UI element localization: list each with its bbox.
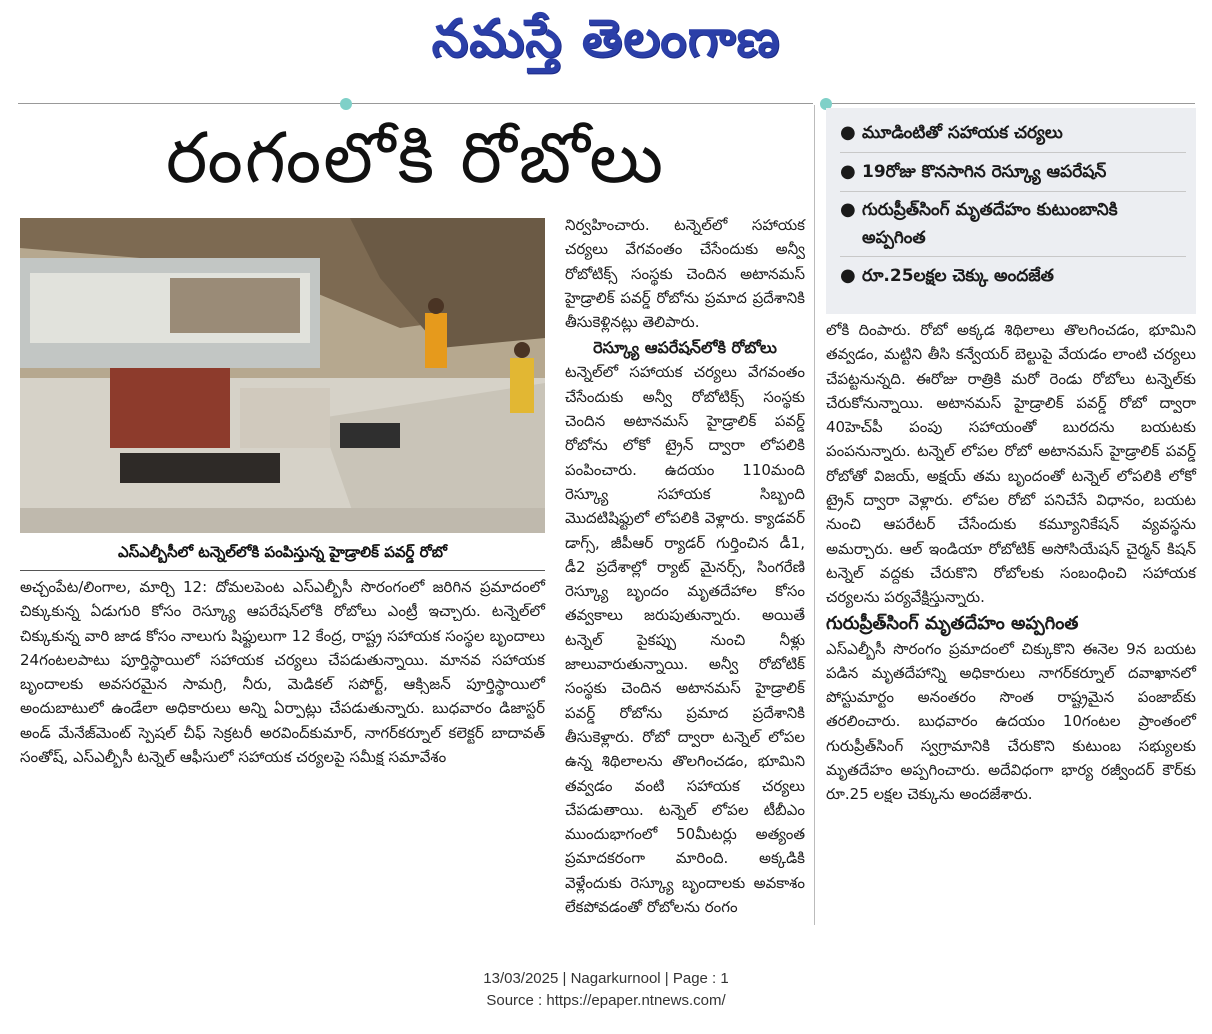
article-column-1 bbox=[20, 575, 545, 769]
article-paragraph: టన్నెల్‌లో సహాయక చర్యలు వేగవంతం చేసేందుకు అన్వీ రోబోటిక్స్ సంస్థకు చెందిన అటానమస్ హైడ్రాలిక్ పవర్డ్ రోబోను లోకో ట్రైన్ ద్వారా లోపలికి పంపించారు. ఉదయం 110మంది రెస్క్యూ సహాయక సిబ్బంది మొదటిషిఫ్టులో లోపలికి వెళ్లారు. క్యాడవర్ డాగ్స్, జీపీఆర్ ర్యాడర్ గుర్తించిన డీ1, డీ2 ప్రదేశాల్లో ర్యాట్ మైనర్స్, సింగరేణి రెస్క్యూ బృందం మృతదేహాల కోసం తవ్వకాలు జరుపుతున్నారు. అయితే టన్నెల్ పైకప్పు నుంచి నీళ్లు జాలువారుతున్నాయి. అన్వీ రోబోటిక్ సంస్థకు చెందిన అటానమస్ హైడ్రాలిక్ పవర్డ్ రోబోను ప్రమాద ప్రదేశానికి తీసుకెళ్లారు. రోబో ద్వారా టన్నెల్ లోపల ఉన్న శిథిలాలను తొలగించడం, భూమిని తవ్వడం వంటి సహాయక చర్యలు చేపడుతాయి. టన్నెల్ లోపల టీబీఎం ముందుభాగంలో 50మీటర్లు అత్యంత ప్రమాదకరంగా మారింది. అక్కడికి వెళ్లేందుకు రెస్క్యూ బృందాలకు అవకాశం లేకపోవడంతో రోబోలను రంగం bbox=[565, 363, 805, 917]
masthead bbox=[0, 0, 1212, 90]
article-photo bbox=[20, 218, 545, 533]
article-subheading: గురుప్రీత్‌సింగ్ మృతదేహం అప్పగింత bbox=[826, 612, 1079, 634]
footer-source-line: Source : https://epaper.ntnews.com/ bbox=[486, 992, 726, 1009]
bullet-icon: ● bbox=[840, 122, 856, 143]
top-rule bbox=[18, 103, 813, 104]
photo-caption: ఎస్ఎల్బీసీలో టన్నెల్‌లోకి పంపిస్తున్న హైడ్రాలిక్ పవర్డ్ రోబో bbox=[118, 543, 447, 561]
highlight-text: గురుప్రీత్‌సింగ్ మృతదేహం కుటుంబానికి అప్పగింత bbox=[862, 200, 1118, 248]
masthead-title: నమస్తే తెలంగాణ bbox=[431, 8, 781, 69]
article-column-2 bbox=[565, 213, 805, 919]
page-footer bbox=[0, 968, 1212, 1012]
article-subheading: రెస్క్యూ ఆపరేషన్‌లోకి రోబోలు bbox=[593, 338, 777, 358]
bullet-icon: ● bbox=[840, 265, 856, 286]
article-column-3 bbox=[826, 318, 1196, 807]
highlight-text: రూ.25లక్షల చెక్కు అందజేత bbox=[862, 266, 1054, 286]
highlight-item bbox=[840, 153, 1186, 192]
decorative-dot bbox=[340, 98, 352, 110]
highlights-box bbox=[826, 108, 1196, 314]
article-headline: రంగంలోకి రోబోలు bbox=[165, 117, 666, 199]
bullet-icon: ● bbox=[840, 161, 856, 182]
highlight-item bbox=[840, 192, 1186, 257]
article-paragraph: ఎస్ఎల్బీసీ సొరంగం ప్రమాదంలో చిక్కుకొని ఈనెల 9న బయట పడిన మృతదేహాన్ని అధికారులు నాగర్‌కర్నూల్ దవాఖానలో పోస్టుమార్టం అనంతరం సొంత రాష్ట్రమైన పంజాబ్‌కు తరలించారు. బుధవారం ఉదయం 10గంటల ప్రాంతంలో గురుప్రీత్‌సింగ్ స్వగ్రామానికి చేరుకొని కుటుంబ సభ్యులకు మృతదేహం అప్పగించారు. అదేవిధంగా భార్య రజ్వీందర్ కౌర్‌కు రూ.25 లక్షల చెక్కును అందజేశారు. bbox=[826, 639, 1196, 804]
article-paragraph: లోకి దింపారు. రోబో అక్కడ శిథిలాలు తొలగించడం, భూమిని తవ్వడం, మట్టిని తీసి కన్వేయర్ బెల్టుపై వేయడం లాంటి చర్యలు చేపట్టనున్నది. ఈరోజు రాత్రికి మరో రెండు రోబోలు టన్నెల్‌కు చేరుకోనున్నాయి. అటానమస్ హైడ్రాలిక్ పవర్డ్ రోబో ద్వారా 40హెచ్‌పీ పంపు సహాయంతో బురదను బయటకు పంపనున్నారు. టన్నెల్ లోపల రోబో అటానమస్ హైడ్రాలిక్ పవర్డ్ రోబోతో విజయ్, అక్షయ్ తమ బృందంతో టన్నెల్ లోపలికి లోకో ట్రైన్ ద్వారా వెళ్లారు. లోపల రోబో పనిచేసే విధానం, బయట నుంచి ఆపరేటర్ చేసేందుకు కమ్యూనికేషన్ వ్యవస్థను అమర్చారు. ఆల్ ఇండియా రోబోటిక్ అసోసియేషన్ చైర్మన్ కిషన్ టన్నెల్ వద్దకు చేరుకొని రోబోలకు సంబంధించి సహాయక చర్యలను పర్యవేక్షిస్తున్నారు. bbox=[826, 321, 1196, 607]
highlight-text: 19రోజు కొనసాగిన రెస్క్యూ ఆపరేషన్ bbox=[862, 162, 1107, 182]
footer-date-line: 13/03/2025 | Nagarkurnool | Page : 1 bbox=[483, 970, 729, 987]
highlight-text: మూడింటితో సహాయక చర్యలు bbox=[862, 123, 1063, 143]
bullet-icon: ● bbox=[840, 199, 856, 220]
highlight-item bbox=[840, 114, 1186, 153]
column-divider bbox=[814, 105, 815, 925]
tunnel-robot-photo bbox=[20, 218, 545, 533]
article-paragraph: అచ్చంపేట/లింగాల, మార్చి 12: దోమలపెంట ఎస్ఎల్బీసీ సొరంగంలో జరిగిన ప్రమాదంలో చిక్కుకున్న ఏడుగురి కోసం రెస్క్యూ ఆపరేషన్‌లోకి రోబోలు ఎంట్రీ ఇచ్చారు. టన్నెల్‌లో చిక్కుకున్న వారి జాడ కోసం నాలుగు షిఫ్టులుగా 12 కేంద్ర, రాష్ట్ర సహాయక సంస్థల బృందాలు 24గంటలపాటు పూర్తిస్థాయిలో సహాయక చర్యలు చేపడుతున్నాయి. మానవ సహాయక బృందాలకు అవసరమైన సామగ్రి, నీరు, మెడికల్ సపోర్ట్, ఆక్సిజన్ పూర్తిస్థాయిలో అందుబాటులో ఉండేలా అధికారులు అన్ని ఏర్పాట్లు చేపడుతున్నారు. బుధవారం డిజాస్టర్ అండ్ మేనేజ్‌మెంట్ స్పెషల్ చీఫ్ సెక్రటరీ అరవింద్‌కుమార్, నాగర్‌కర్నూల్ కలెక్టర్ బాదావత్ సంతోష్, ఎస్ఎల్బీసీ టన్నెల్ ఆఫీసులో సహాయక చర్యలపై సమీక్ష సమావేశం bbox=[20, 578, 545, 767]
top-rule-right bbox=[825, 103, 1195, 104]
highlight-item bbox=[840, 257, 1186, 295]
caption-rule bbox=[20, 570, 545, 571]
article-paragraph: నిర్వహించారు. టన్నెల్‌లో సహాయక చర్యలు వేగవంతం చేసేందుకు అన్వీ రోబోటిక్స్ సంస్థకు చెందిన అటానమస్ హైడ్రాలిక్ పవర్డ్ రోబోను ప్రమాద ప్రదేశానికి తీసుకెళ్లినట్లు తెలిపారు. bbox=[565, 216, 805, 332]
